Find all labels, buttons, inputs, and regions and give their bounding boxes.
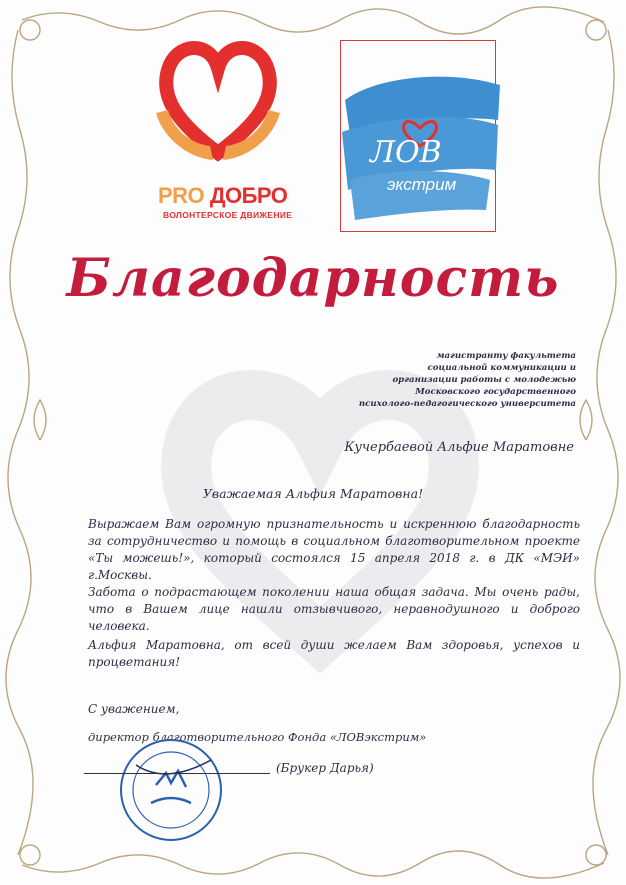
recipient-line: психолого-педагогического университета [358,399,576,409]
greeting: Уважаемая Альфия Маратовна! [202,486,424,501]
paragraph-gratitude: Выражаем Вам огромную признательность и искреннюю благодарность за сотрудничество и помощь в социальном благотворительном проекте «Ты можешь!», который состоялся 15 апреля 2018 г. в ДК «МЭИ» г.Москвы. [88,517,580,582]
recipient-block [276,350,576,410]
logo-extrim-text: экстрим [387,175,457,194]
paragraph-care: Забота о подрастающем поколении наша общая задача. Мы очень рады, что в Вашем лице нашли отзывчивого, неравнодушного и доброго человека. [88,585,580,633]
stamp-icon [116,735,226,845]
logo-subtitle: ВОЛОНТЕРСКОЕ ДВИЖЕНИЕ [163,210,293,220]
recipient-name: Кучербаевой Альфие Маратовне [344,440,574,455]
logo-dobro-word: ДОБРО [209,183,288,208]
heart-hands-icon [148,28,288,178]
logo-pro-word: PRO [158,183,205,208]
logo-pro-dobro-text [158,183,298,209]
recipient-line: магистранту факультета [436,351,576,361]
document-title: Благодарность [66,248,560,309]
signature-name: (Брукер Дарья) [276,761,374,775]
director-title: директор благотворительного Фонда «ЛОВэкстрим» [88,730,427,744]
closing: С уважением, [88,702,180,716]
paragraph-wishes: Альфия Маратовна, от всей души желаем Вам здоровья, успехов и процветания! [88,638,580,669]
signature-line [84,773,270,774]
recipient-line: Московского государственного [415,387,576,397]
recipient-line: организации работы с молодежью [392,375,576,385]
logo-lov-text: ЛОВ [370,135,442,170]
lov-extrim-logo [340,40,500,235]
recipient-line: социальной коммуникации и [427,363,576,373]
pro-dobro-logo [148,28,293,228]
